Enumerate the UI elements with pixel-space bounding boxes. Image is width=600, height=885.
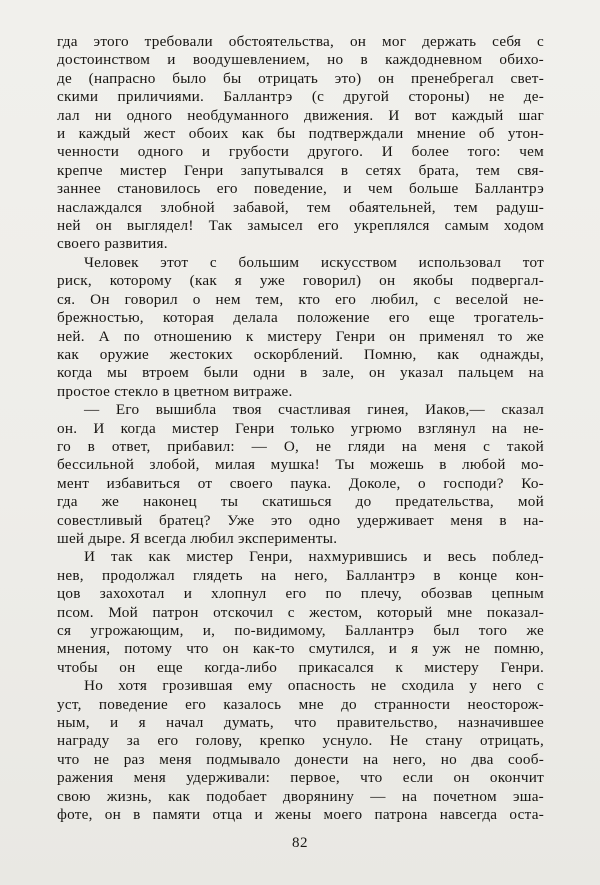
text-line: ней он выглядел! Так замысел его укреплялся самым ходом <box>57 217 544 235</box>
text-line: своего развития. <box>57 235 168 253</box>
text-line: гда же наконец ты скатишься до предательства, мой <box>57 493 544 511</box>
text-line: крепче мистер Генри запутывался в сетях брата, тем свя- <box>57 161 544 179</box>
paragraph <box>57 254 544 401</box>
text-line: награду за его голову, крепко уснуло. Не стану отрицать, <box>57 732 544 750</box>
text-line: совестливый братец? Уже это одно удерживает меня в на- <box>57 511 544 529</box>
page-number: 82 <box>292 835 308 851</box>
text-line: ся угрожающим, и, по-видимому, Баллантрэ был того же <box>57 622 544 639</box>
text-line: Человек этот с большим искусством использовал тот <box>84 253 544 271</box>
text-line: как оружие жестоких оскорблений. Помню, как однажды, <box>57 345 544 363</box>
text-line: достоинством и воодушевлением, но в каждодневном обихо- <box>57 51 544 69</box>
text-line: де (напрасно было бы отрицать это) он пренебрегал свет- <box>57 69 544 87</box>
text-line: ным, и я начал думать, что правительство, назначившее <box>57 714 544 732</box>
text-line: и каждый жест обоих как бы подтверждали мнение об утон- <box>57 125 544 143</box>
text-line: лал ни одного необдуманного движения. И вот каждый шаг <box>57 106 544 124</box>
text-line: риск, которому (как я уже говорил) он якобы подвергал- <box>57 272 544 290</box>
text-line: ченности одного и грубости другого. И более того: чем <box>57 143 544 161</box>
paragraph <box>57 677 544 824</box>
text-line: гда этого требовали обстоятельства, он мог держать себя с <box>57 33 544 50</box>
paragraph <box>57 548 544 677</box>
text-line: ся. Он говорил о нем тем, кто его любил, с веселой не- <box>57 290 544 308</box>
text-line: цов захохотал и хлопнул его по плечу, обозвав цепным <box>57 585 544 603</box>
text-line: скими приличиями. Баллантрэ (с другой стороны) не де- <box>57 88 544 106</box>
text-line: ней. А по отношению к мистеру Генри он применял то же <box>57 327 544 345</box>
text-line: чтобы он еще когда-либо прикасался к мистеру Генри. <box>57 658 544 676</box>
text-block <box>57 33 544 824</box>
text-line: ражения меня удерживали: первое, что если он окончит <box>57 769 544 787</box>
text-line: он. И когда мистер Генри только угрюмо взглянул на не- <box>57 419 544 437</box>
text-line: фоте, он в памяти отца и жены моего патрона навсегда оста- <box>57 806 544 824</box>
text-line: заннее становилось его поведение, и чем больше Баллантрэ <box>57 180 544 198</box>
text-line: псом. Мой патрон отскочил с жестом, который мне показал- <box>57 603 544 621</box>
text-line: когда мы втроем были одни в зале, он указал пальцем на <box>57 364 544 382</box>
text-line: что не раз меня подмывало донести на него, но два сооб- <box>57 750 544 768</box>
text-line: Но хотя грозившая ему опасность не сходила у него с <box>84 677 544 695</box>
text-line: И так как мистер Генри, нахмурившись и весь поблед- <box>84 548 544 566</box>
paragraph <box>57 401 544 548</box>
text-line: наслаждался злобной забавой, тем обаятельней, тем радуш- <box>57 198 544 216</box>
paragraph <box>57 33 544 254</box>
text-line: мент избавиться от своего паука. Доколе, о господи? Ко- <box>57 474 544 492</box>
text-line: уст, поведение его казалось мне до странности неосторож- <box>57 695 544 713</box>
text-line: мнения, потому что он как-то смутился, и я уж не помню, <box>57 640 544 658</box>
text-line: — Его вышибла твоя счастливая гинея, Иаков,— сказал <box>84 401 544 419</box>
text-line: шей дыре. Я всегда любил эксперименты. <box>57 529 338 547</box>
text-line: бессильной злобой, милая мушка! Ты можешь в любой мо- <box>57 456 544 474</box>
text-line: простое стекло в цветном витраже. <box>57 382 293 400</box>
text-line: го в ответ, прибавил: — О, не гляди на меня с такой <box>57 437 544 455</box>
text-line: нев, продолжал глядеть на него, Баллантрэ в конце кон- <box>57 566 544 584</box>
text-line: брежностью, которая делала положение его еще трогатель- <box>57 309 544 327</box>
text-line: свою жизнь, как подобает дворянину — на почетном эша- <box>57 787 544 805</box>
